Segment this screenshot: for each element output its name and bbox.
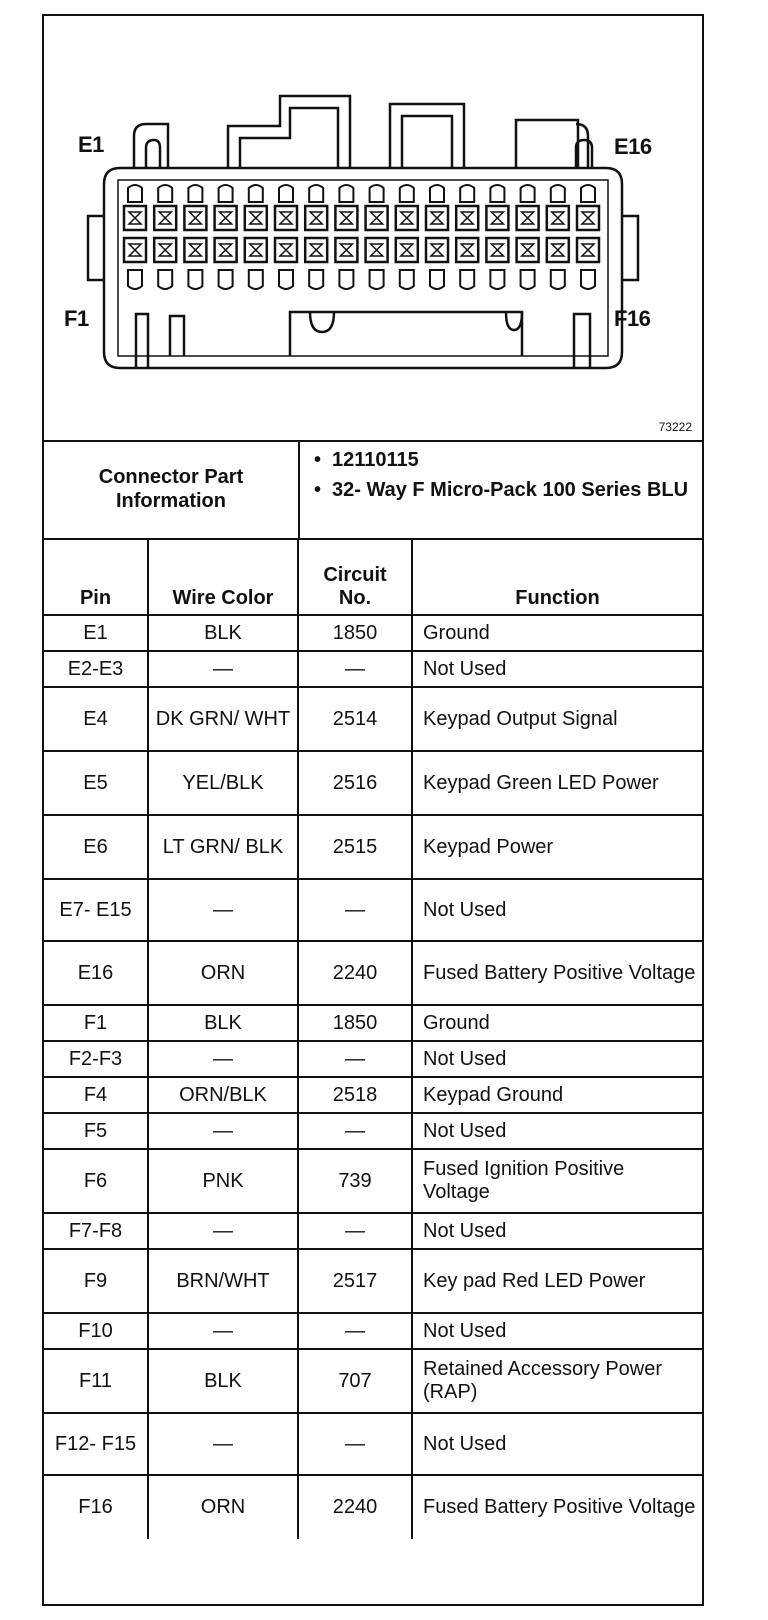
terminal-top	[279, 185, 293, 202]
pin-cell: E6	[44, 815, 148, 879]
pin-cell: F1	[44, 1005, 148, 1041]
circuit-cell: —	[298, 879, 412, 941]
cavity-e-mark	[491, 212, 503, 224]
pin-cell: E1	[44, 615, 148, 651]
wire-color-cell: —	[148, 1113, 298, 1149]
circuit-cell: 2515	[298, 815, 412, 879]
part-description: • 32- Way F Micro-Pack 100 Series BLU	[310, 478, 700, 502]
cavity-f-mark	[522, 244, 534, 256]
terminal-bottom	[158, 270, 172, 289]
figure-code: 73222	[658, 420, 692, 434]
label-f1: F1	[64, 306, 89, 331]
cavity-f-mark	[491, 244, 503, 256]
table-row	[44, 815, 702, 879]
terminal-bottom	[460, 270, 474, 289]
cavity-f-mark	[552, 244, 564, 256]
terminal-top	[249, 185, 263, 202]
wire-color-cell: ORN/BLK	[148, 1077, 298, 1113]
wire-color-cell: —	[148, 1413, 298, 1475]
terminal-bottom	[279, 270, 293, 289]
header-pin: Pin	[44, 539, 148, 615]
table-row	[44, 615, 702, 651]
function-cell: Fused Battery Positive Voltage	[412, 941, 702, 1005]
cavity-e-mark	[431, 212, 443, 224]
terminal-top	[219, 185, 233, 202]
wire-color-cell: DK GRN/ WHT	[148, 687, 298, 751]
pinout-table	[44, 538, 702, 1539]
connector-figure	[44, 16, 702, 442]
table-header-row	[44, 539, 702, 615]
pin-cell: E5	[44, 751, 148, 815]
cavity-e-mark	[340, 212, 352, 224]
function-cell: Not Used	[412, 1113, 702, 1149]
terminal-top	[581, 185, 595, 202]
wire-color-cell: PNK	[148, 1149, 298, 1213]
table-row	[44, 1041, 702, 1077]
cavity-f-mark	[250, 244, 262, 256]
circuit-cell: —	[298, 1313, 412, 1349]
cavity-e-mark	[522, 212, 534, 224]
table-row	[44, 651, 702, 687]
cavity-e-mark	[129, 212, 141, 224]
function-cell: Keypad Output Signal	[412, 687, 702, 751]
cavity-f-mark	[280, 244, 292, 256]
cavity-f-mark	[461, 244, 473, 256]
terminal-bottom	[490, 270, 504, 289]
pin-cell: F12- F15	[44, 1413, 148, 1475]
table-row	[44, 1213, 702, 1249]
pin-cell: F11	[44, 1349, 148, 1413]
connector-info-details	[310, 448, 700, 508]
function-cell: Keypad Power	[412, 815, 702, 879]
terminal-top	[460, 185, 474, 202]
circuit-cell: 1850	[298, 1005, 412, 1041]
header-circuit-no: Circuit No.	[298, 539, 412, 615]
terminal-bottom	[188, 270, 202, 289]
pin-cell: F10	[44, 1313, 148, 1349]
table-row	[44, 1077, 702, 1113]
cavity-f-mark	[371, 244, 383, 256]
table-row	[44, 687, 702, 751]
cavity-f-mark	[431, 244, 443, 256]
table-row	[44, 1349, 702, 1413]
terminal-top	[370, 185, 384, 202]
terminal-bottom	[551, 270, 565, 289]
wire-color-cell: —	[148, 1313, 298, 1349]
function-cell: Not Used	[412, 1041, 702, 1077]
cavity-e-mark	[220, 212, 232, 224]
cavity-f-mark	[401, 244, 413, 256]
wire-color-cell: BLK	[148, 1349, 298, 1413]
wire-color-cell: YEL/BLK	[148, 751, 298, 815]
pin-cell: E16	[44, 941, 148, 1005]
function-cell: Keypad Ground	[412, 1077, 702, 1113]
function-cell: Not Used	[412, 1213, 702, 1249]
pin-cell: F16	[44, 1475, 148, 1539]
cavity-e-mark	[552, 212, 564, 224]
pin-cell: F9	[44, 1249, 148, 1313]
cavity-f-mark	[310, 244, 322, 256]
circuit-cell: 2240	[298, 941, 412, 1005]
wire-color-cell: —	[148, 651, 298, 687]
terminal-bottom	[128, 270, 142, 289]
header-function: Function	[412, 539, 702, 615]
terminal-bottom	[370, 270, 384, 289]
pin-cell: E2-E3	[44, 651, 148, 687]
function-cell: Not Used	[412, 1413, 702, 1475]
pin-cell: F2-F3	[44, 1041, 148, 1077]
header-wire-color: Wire Color	[148, 539, 298, 615]
circuit-cell: 2516	[298, 751, 412, 815]
circuit-cell: —	[298, 651, 412, 687]
wire-color-cell: —	[148, 1213, 298, 1249]
function-cell: Ground	[412, 615, 702, 651]
function-cell: Fused Battery Positive Voltage	[412, 1475, 702, 1539]
terminal-top	[521, 185, 535, 202]
wire-color-cell: —	[148, 879, 298, 941]
terminal-top	[430, 185, 444, 202]
label-f16: F16	[614, 306, 651, 331]
terminal-top	[490, 185, 504, 202]
terminal-bottom	[339, 270, 353, 289]
cavity-f-mark	[582, 244, 594, 256]
cavity-e-mark	[280, 212, 292, 224]
pinout-table-body	[44, 615, 702, 1539]
circuit-cell: 2518	[298, 1077, 412, 1113]
terminal-bottom	[430, 270, 444, 289]
table-row	[44, 1313, 702, 1349]
connector-part-info	[44, 440, 702, 540]
cavity-e-mark	[189, 212, 201, 224]
terminal-top	[128, 185, 142, 202]
cavity-e-mark	[371, 212, 383, 224]
cavity-f-mark	[189, 244, 201, 256]
cavity-e-mark	[582, 212, 594, 224]
table-row	[44, 751, 702, 815]
cavity-e-mark	[461, 212, 473, 224]
table-row	[44, 1149, 702, 1213]
pin-cell: F7-F8	[44, 1213, 148, 1249]
function-cell: Not Used	[412, 1313, 702, 1349]
circuit-cell: 2240	[298, 1475, 412, 1539]
table-row	[44, 1413, 702, 1475]
cavity-e-mark	[250, 212, 262, 224]
terminal-bottom	[581, 270, 595, 289]
circuit-cell: 2517	[298, 1249, 412, 1313]
circuit-cell: —	[298, 1413, 412, 1475]
label-e16: E16	[614, 134, 652, 159]
wire-color-cell: BLK	[148, 615, 298, 651]
wire-color-cell: —	[148, 1041, 298, 1077]
circuit-cell: 707	[298, 1349, 412, 1413]
cavity-f-mark	[220, 244, 232, 256]
part-number: • 12110115	[310, 448, 700, 472]
function-cell: Retained Accessory Power (RAP)	[412, 1349, 702, 1413]
table-row	[44, 1475, 702, 1539]
connector-drawing	[44, 16, 702, 440]
table-row	[44, 941, 702, 1005]
terminal-bottom	[219, 270, 233, 289]
circuit-cell: —	[298, 1113, 412, 1149]
wire-color-cell: ORN	[148, 1475, 298, 1539]
wire-color-cell: BLK	[148, 1005, 298, 1041]
wire-color-cell: ORN	[148, 941, 298, 1005]
terminal-top	[339, 185, 353, 202]
connector-sheet	[42, 14, 704, 1606]
terminal-bottom	[249, 270, 263, 289]
circuit-cell: 2514	[298, 687, 412, 751]
circuit-cell: 1850	[298, 615, 412, 651]
function-cell: Fused Ignition Positive Voltage	[412, 1149, 702, 1213]
cavity-f-mark	[159, 244, 171, 256]
circuit-cell: —	[298, 1213, 412, 1249]
function-cell: Not Used	[412, 879, 702, 941]
circuit-cell: —	[298, 1041, 412, 1077]
cavity-f-mark	[340, 244, 352, 256]
table-row	[44, 1005, 702, 1041]
wire-color-cell: BRN/WHT	[148, 1249, 298, 1313]
table-row	[44, 1249, 702, 1313]
connector-info-heading: Connector Part Information	[44, 440, 300, 538]
terminal-top	[188, 185, 202, 202]
cavity-e-mark	[310, 212, 322, 224]
terminal-top	[551, 185, 565, 202]
cavity-f-mark	[129, 244, 141, 256]
function-cell: Not Used	[412, 651, 702, 687]
terminal-bottom	[400, 270, 414, 289]
pin-cell: F4	[44, 1077, 148, 1113]
terminal-bottom	[309, 270, 323, 289]
cavity-e-mark	[401, 212, 413, 224]
terminal-top	[309, 185, 323, 202]
wire-color-cell: LT GRN/ BLK	[148, 815, 298, 879]
table-row	[44, 1113, 702, 1149]
cavity-e-mark	[159, 212, 171, 224]
function-cell: Ground	[412, 1005, 702, 1041]
label-e1: E1	[78, 132, 104, 157]
function-cell: Keypad Green LED Power	[412, 751, 702, 815]
pin-cell: F5	[44, 1113, 148, 1149]
pin-cell: E4	[44, 687, 148, 751]
circuit-cell: 739	[298, 1149, 412, 1213]
terminal-top	[158, 185, 172, 202]
table-row	[44, 879, 702, 941]
pin-cell: E7- E15	[44, 879, 148, 941]
terminal-top	[400, 185, 414, 202]
terminal-bottom	[521, 270, 535, 289]
function-cell: Key pad Red LED Power	[412, 1249, 702, 1313]
pin-cell: F6	[44, 1149, 148, 1213]
